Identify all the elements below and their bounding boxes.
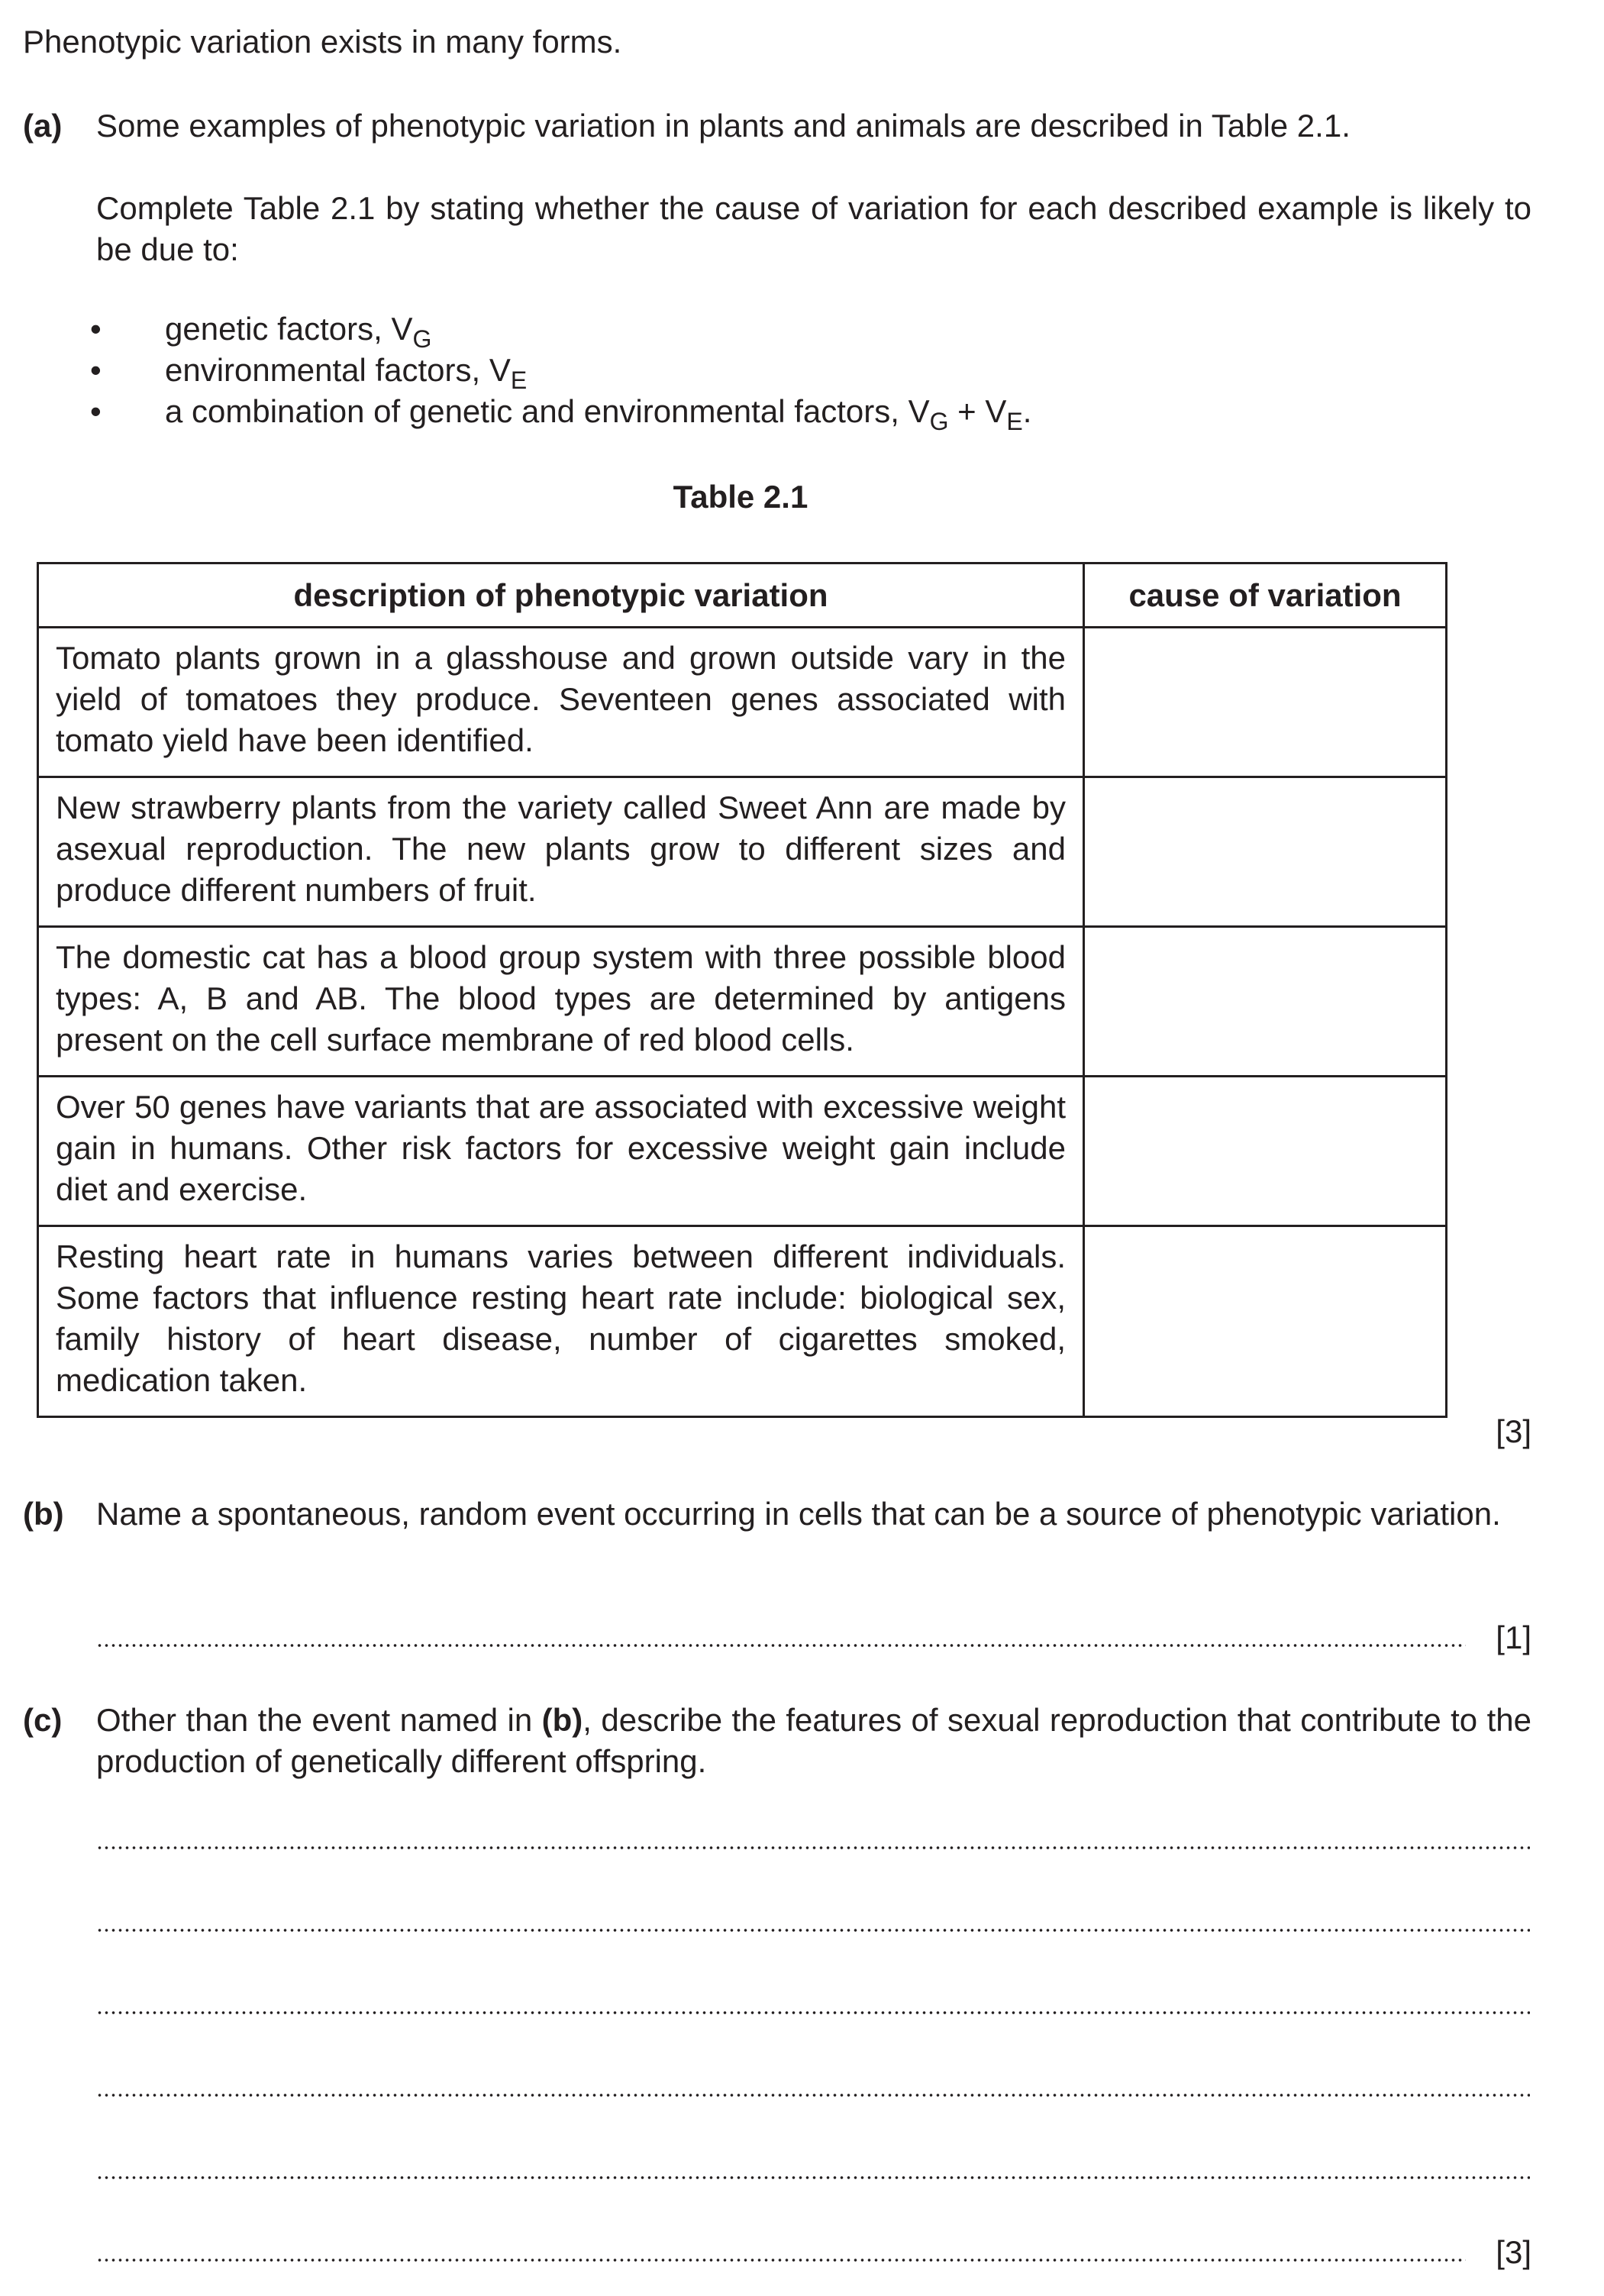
description-cell: Over 50 genes have variants that are associated with excessive weight gain in humans. Other risk factors for excessive weight gain include diet and exercise.: [38, 1077, 1084, 1226]
part-a-label: (a): [23, 108, 63, 144]
bullet-text-end: .: [1022, 393, 1032, 429]
variation-table: [37, 562, 1447, 1418]
header-cause: cause of variation: [1084, 564, 1447, 628]
table-row: [38, 777, 1447, 927]
part-a-instruction: Complete Table 2.1 by stating whether the cause of variation for each described example is likely to be due to:: [96, 190, 1531, 267]
part-c-label: (c): [23, 1702, 63, 1738]
part-a-text: Some examples of phenotypic variation in plants and animals are described in Table 2.1.: [96, 108, 1351, 144]
description-cell: Tomato plants grown in a glasshouse and grown outside vary in the yield of tomatoes they produce. Seventeen genes associated with tomato yield have been identified.: [38, 628, 1084, 777]
part-c-answer-line[interactable]: [96, 1846, 1530, 1850]
subscript: E: [1006, 408, 1023, 435]
bullet-icon: •: [90, 352, 102, 388]
subscript: E: [510, 367, 528, 394]
cause-answer-cell[interactable]: [1084, 1077, 1447, 1226]
cause-answer-cell[interactable]: [1084, 777, 1447, 927]
part-c-answer-line[interactable]: [96, 2175, 1530, 2180]
description-cell: New strawberry plants from the variety called Sweet Ann are made by asexual reproduction. The new plants grow to different sizes and produce different numbers of fruit.: [38, 777, 1084, 927]
part-c-text-start: Other than the event named in: [96, 1702, 542, 1738]
bullet-icon: •: [90, 311, 102, 347]
bullet-icon: •: [90, 393, 102, 429]
cause-answer-cell[interactable]: [1084, 628, 1447, 777]
bullet-text: genetic factors, V: [165, 311, 413, 347]
intro-text: Phenotypic variation exists in many forms.: [23, 24, 622, 60]
part-c-text: [96, 1700, 1531, 1782]
header-description: description of phenotypic variation: [38, 564, 1084, 628]
part-b-label: (b): [23, 1496, 64, 1532]
bullet-text: environmental factors, V: [165, 352, 511, 388]
part-c-answer-line[interactable]: [96, 1928, 1530, 1933]
part-c-text-end: , describe the features of sexual reproduction that contribute to the production of genetically different offspring.: [96, 1702, 1531, 1779]
subscript: G: [929, 408, 949, 435]
part-b-marks: [1]: [1496, 1619, 1531, 1655]
description-cell: Resting heart rate in humans varies between different individuals. Some factors that influence resting heart rate include: biological sex, family history of heart disease, number of cigarettes smoked, medication taken.: [38, 1226, 1084, 1417]
cause-answer-cell[interactable]: [1084, 1226, 1447, 1417]
part-b-text: Name a spontaneous, random event occurring in cells that can be a source of phenotypic variation.: [96, 1496, 1501, 1532]
cause-answer-cell[interactable]: [1084, 927, 1447, 1077]
part-c-answer-line[interactable]: [96, 2093, 1530, 2097]
table-row: [38, 927, 1447, 1077]
table-title: Table 2.1: [673, 479, 808, 515]
bullet-text-mid: + V: [948, 393, 1007, 429]
table-row: [38, 1226, 1447, 1417]
part-c-marks: [3]: [1496, 2234, 1531, 2270]
table-row: [38, 1077, 1447, 1226]
description-cell: The domestic cat has a blood group system with three possible blood types: A, B and AB. The blood types are determined by antigens present on the cell surface membrane of red blood cells.: [38, 927, 1084, 1077]
table-row: [38, 628, 1447, 777]
subscript: G: [412, 325, 432, 353]
bullet-text: a combination of genetic and environmental factors, V: [165, 393, 930, 429]
part-b-answer-line[interactable]: [96, 1643, 1466, 1648]
part-c-answer-line[interactable]: [96, 2258, 1466, 2262]
part-c-answer-line[interactable]: [96, 2010, 1530, 2015]
part-a-marks: [3]: [1496, 1413, 1531, 1449]
part-c-reference: (b): [541, 1702, 583, 1738]
table-header-row: [38, 564, 1447, 628]
